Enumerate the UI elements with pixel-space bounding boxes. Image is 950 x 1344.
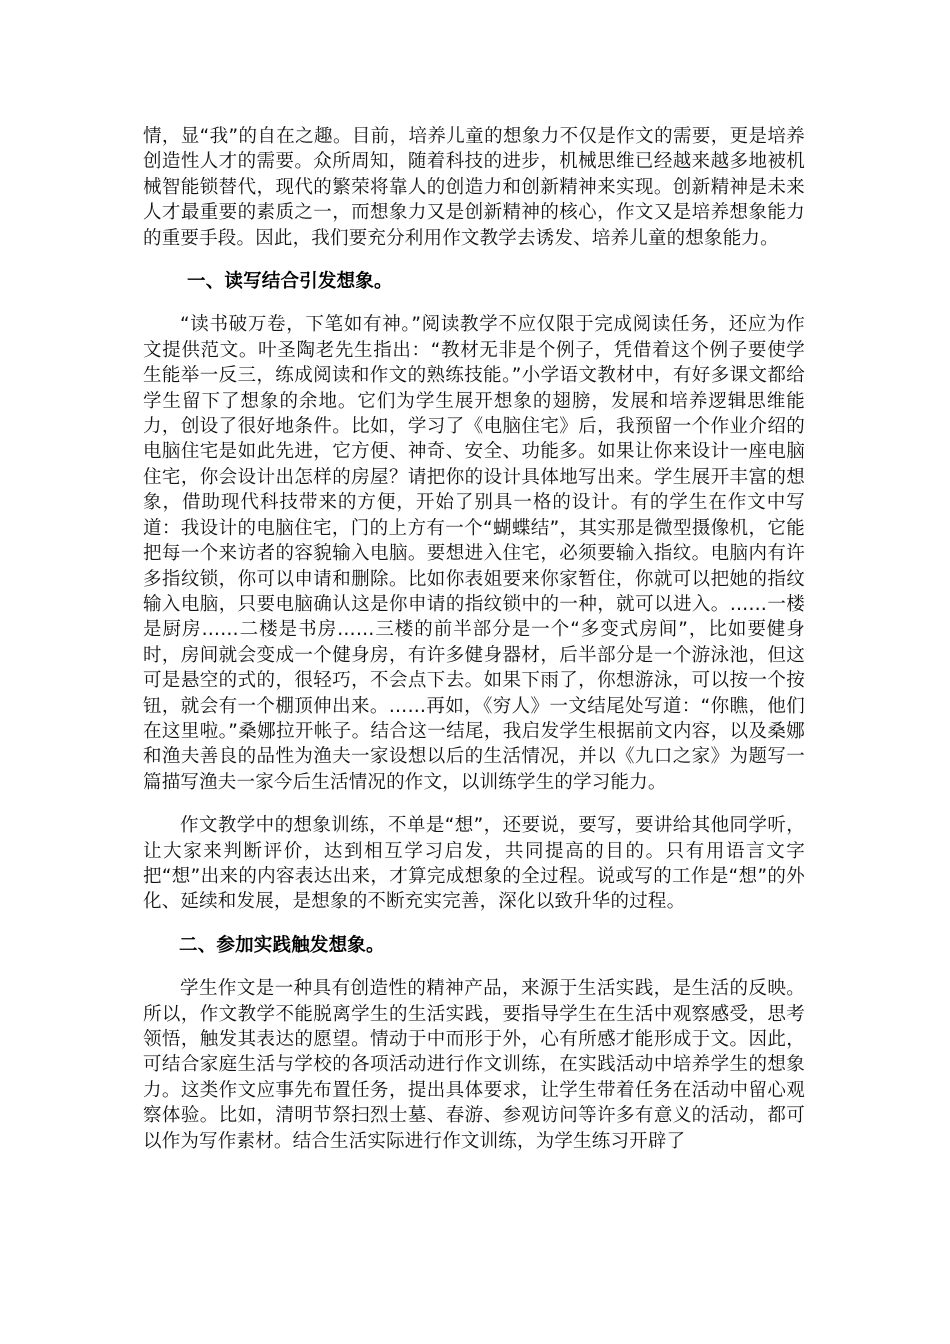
section1-paragraph-2: 作文教学中的想象训练，不单是“想”，还要说，要写，要讲给其他同学听，让大家来判断评价，达到相互学习启发，共同提高的目的。只有用语言文字把“想”出来的内容表达出来，才算完成想象的全过程。说或写的工作是“想”的外化、延续和发展，是想象的不断充实完善，深化以致升华的过程。 xyxy=(143,815,805,913)
section2-paragraph-1: 学生作文是一种具有创造性的精神产品，来源于生活实践，是生活的反映。所以，作文教学不能脱离学生的生活实践，要指导学生在生活中观察感受，思考领悟，触发其表达的愿望。情动于中而形于外，心有所感才能形成于文。因此，可结合家庭生活与学校的各项活动进行作文训练，在实践活动中培养学生的想象力。这类作文应事先布置任务，提出具体要求，让学生带着任务在活动中留心观察体验。比如，清明节祭扫烈士墓、春游、参观访问等许多有意义的活动，都可以作为写作素材。结合生活实际进行作文训练，为学生练习开辟了 xyxy=(143,978,805,1152)
section-heading-reading-writing: 一、读写结合引发想象。 xyxy=(187,271,393,293)
intro-paragraph: 情，显“我”的自在之趣。目前，培养儿童的想象力不仅是作文的需要，更是培养创造性人才的需要。众所周知，随着科技的进步，机械思维已经越来越多地被机械智能锁替代，现代的繁荣将靠人的创造力和创新精神来实现。创新精神是未来人才最重要的素质之一，而想象力又是创新精神的核心，作文又是培养想象能力的重要手段。因此，我们要充分利用作文教学去诱发、培养儿童的想象能力。 xyxy=(143,126,805,249)
section1-paragraph-1: “读书破万卷，下笔如有神。”阅读教学不应仅限于完成阅读任务，还应为作文提供范文。叶圣陶老先生指出：“教材无非是个例子，凭借着这个例子要使学生能举一反三，练成阅读和作文的熟练技能。”小学语文教材中，有好多课文都给学生留下了想象的余地。它们为学生展开想象的翅膀，发展和培养逻辑思维能力，创设了很好地条件。比如，学习了《电脑住宅》后，我预留一个作业介绍的电脑住宅是如此先进，它方便、神奇、安全、功能多。如果让你来设计一座电脑住宅，你会设计出怎样的房屋？请把你的设计具体地写出来。学生展开丰富的想象，借助现代科技带来的方便，开始了别具一格的设计。有的学生在作文中写道：我设计的电脑住宅，门的上方有一个“蝴蝶结”，其实那是微型摄像机，它能把每一个来访者的容貌输入电脑。要想进入住宅，必须要输入指纹。电脑内有许多指纹锁，你可以申请和删除。比如你表姐要来你家暂住，你就可以把她的指纹输入电脑，只要电脑确认这是你申请的指纹锁中的一种，就可以进入。……一楼是厨房……二楼是书房……三楼的前半部分是一个“多变式房间”，比如要健身时，房间就会变成一个健身房，有许多健身器材，后半部分是一个游泳池，但这可是悬空的式的，很轻巧，不会点下去。如果下雨了，你想游泳，可以按一个按钮，就会有一个棚顶伸出来。……再如，《穷人》一文结尾处写道：“你瞧，他们在这里啦。”桑娜拉开帐子。结合这一结尾，我启发学生根据前文内容，以及桑娜和渔夫善良的品性为渔夫一家设想以后的生活情况，并以《九口之家》为题写一篇描写渔夫一家今后生活情况的作文，以训练学生的学习能力。 xyxy=(143,314,805,793)
document-body xyxy=(143,124,805,1154)
section-heading-practice: 二、参加实践触发想象。 xyxy=(179,934,385,956)
